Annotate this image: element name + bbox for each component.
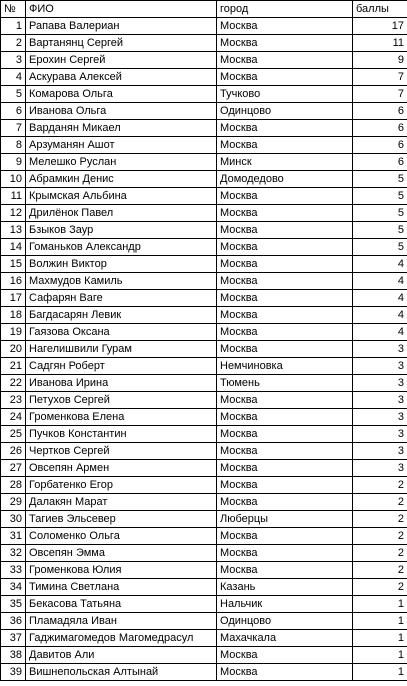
row-score-cell[interactable]: 2 <box>353 511 407 528</box>
row-score-cell[interactable]: 3 <box>353 443 407 460</box>
row-name-cell[interactable]: Овсепян Эмма <box>26 545 217 562</box>
row-num-cell[interactable]: 7 <box>1 120 26 137</box>
row-city-cell[interactable]: Москва <box>217 494 353 511</box>
row-score-cell[interactable]: 4 <box>353 307 407 324</box>
table-row <box>1 528 407 545</box>
row-name-cell[interactable]: Соломенко Ольга <box>26 528 217 545</box>
row-city-cell[interactable]: Москва <box>217 324 353 341</box>
table-row <box>1 613 407 630</box>
row-city-cell[interactable]: Москва <box>217 647 353 664</box>
row-score-cell[interactable]: 6 <box>353 154 407 171</box>
row-score-cell[interactable]: 2 <box>353 579 407 596</box>
row-num-cell[interactable]: 24 <box>1 409 26 426</box>
row-score-cell[interactable]: 4 <box>353 273 407 290</box>
row-city-cell[interactable]: Люберцы <box>217 511 353 528</box>
row-num-cell[interactable]: 32 <box>1 545 26 562</box>
row-name-cell[interactable]: Аскурава Алексей <box>26 69 217 86</box>
table-row <box>1 35 407 52</box>
row-city-cell[interactable]: Москва <box>217 443 353 460</box>
table-row <box>1 392 407 409</box>
table-row <box>1 579 407 596</box>
row-score-cell[interactable]: 6 <box>353 103 407 120</box>
table-row <box>1 443 407 460</box>
row-num-cell[interactable]: 34 <box>1 579 26 596</box>
table-row <box>1 273 407 290</box>
row-score-cell[interactable]: 3 <box>353 460 407 477</box>
row-score-cell[interactable]: 17 <box>353 18 407 35</box>
table-row <box>1 69 407 86</box>
row-name-cell[interactable]: Ерохин Сергей <box>26 52 217 69</box>
row-city-cell[interactable]: Москва <box>217 188 353 205</box>
row-name-cell[interactable]: Махмудов Камиль <box>26 273 217 290</box>
row-city-cell[interactable]: Москва <box>217 341 353 358</box>
row-name-cell[interactable]: Овсепян Армен <box>26 460 217 477</box>
header-score-cell[interactable]: баллы <box>353 1 407 18</box>
table-row <box>1 630 407 647</box>
row-name-cell[interactable]: Гаязова Оксана <box>26 324 217 341</box>
table-row <box>1 171 407 188</box>
row-city-cell[interactable]: Одинцово <box>217 613 353 630</box>
row-num-cell[interactable]: 38 <box>1 647 26 664</box>
table-row <box>1 375 407 392</box>
row-score-cell[interactable]: 2 <box>353 562 407 579</box>
row-score-cell[interactable]: 1 <box>353 613 407 630</box>
row-name-cell[interactable]: Громенкова Юлия <box>26 562 217 579</box>
table-row <box>1 307 407 324</box>
row-score-cell[interactable]: 2 <box>353 545 407 562</box>
row-score-cell[interactable]: 6 <box>353 137 407 154</box>
row-name-cell[interactable]: Петухов Сергей <box>26 392 217 409</box>
row-name-cell[interactable]: Тагиев Эльсевер <box>26 511 217 528</box>
row-num-cell[interactable]: 39 <box>1 664 26 681</box>
table-row <box>1 545 407 562</box>
row-city-cell[interactable]: Москва <box>217 477 353 494</box>
row-score-cell[interactable]: 4 <box>353 290 407 307</box>
row-num-cell[interactable]: 13 <box>1 222 26 239</box>
row-num-cell[interactable]: 3 <box>1 52 26 69</box>
row-name-cell[interactable]: Рапава Валериан <box>26 18 217 35</box>
row-score-cell[interactable]: 3 <box>353 426 407 443</box>
row-num-cell[interactable]: 20 <box>1 341 26 358</box>
row-name-cell[interactable]: Вишнепольская Алтынай <box>26 664 217 681</box>
row-city-cell[interactable]: Москва <box>217 307 353 324</box>
row-city-cell[interactable]: Москва <box>217 205 353 222</box>
row-city-cell[interactable]: Москва <box>217 52 353 69</box>
table-row <box>1 222 407 239</box>
row-city-cell[interactable]: Москва <box>217 460 353 477</box>
row-num-cell[interactable]: 25 <box>1 426 26 443</box>
row-city-cell[interactable]: Москва <box>217 120 353 137</box>
row-name-cell[interactable]: Пучков Константин <box>26 426 217 443</box>
row-city-cell[interactable]: Москва <box>217 392 353 409</box>
row-score-cell[interactable]: 7 <box>353 86 407 103</box>
row-city-cell[interactable]: Махачкала <box>217 630 353 647</box>
row-num-cell[interactable]: 9 <box>1 154 26 171</box>
row-city-cell[interactable]: Одинцово <box>217 103 353 120</box>
row-name-cell[interactable]: Комарова Ольга <box>26 86 217 103</box>
row-name-cell[interactable]: Давитов Али <box>26 647 217 664</box>
row-score-cell[interactable]: 1 <box>353 647 407 664</box>
row-city-cell[interactable]: Минск <box>217 154 353 171</box>
row-score-cell[interactable]: 2 <box>353 477 407 494</box>
row-score-cell[interactable]: 1 <box>353 630 407 647</box>
row-num-cell[interactable]: 33 <box>1 562 26 579</box>
row-city-cell[interactable]: Москва <box>217 290 353 307</box>
row-city-cell[interactable]: Москва <box>217 562 353 579</box>
row-city-cell[interactable]: Москва <box>217 239 353 256</box>
row-name-cell[interactable]: Гоманьков Александр <box>26 239 217 256</box>
row-num-cell[interactable]: 5 <box>1 86 26 103</box>
row-num-cell[interactable]: 31 <box>1 528 26 545</box>
row-name-cell[interactable]: Далакян Марат <box>26 494 217 511</box>
row-name-cell[interactable]: Вартанянц Сергей <box>26 35 217 52</box>
row-name-cell[interactable]: Бекасова Татьяна <box>26 596 217 613</box>
row-name-cell[interactable]: Пламадяла Иван <box>26 613 217 630</box>
row-score-cell[interactable]: 9 <box>353 52 407 69</box>
row-num-cell[interactable]: 6 <box>1 103 26 120</box>
table-row <box>1 511 407 528</box>
row-score-cell[interactable]: 3 <box>353 392 407 409</box>
row-score-cell[interactable]: 5 <box>353 171 407 188</box>
row-city-cell[interactable]: Тучково <box>217 86 353 103</box>
row-name-cell[interactable]: Тимина Светлана <box>26 579 217 596</box>
row-name-cell[interactable]: Чертков Сергей <box>26 443 217 460</box>
row-name-cell[interactable]: Бзыков Заур <box>26 222 217 239</box>
row-city-cell[interactable]: Немчиновка <box>217 358 353 375</box>
row-city-cell[interactable]: Москва <box>217 18 353 35</box>
row-name-cell[interactable]: Мелешко Руслан <box>26 154 217 171</box>
row-city-cell[interactable]: Тюмень <box>217 375 353 392</box>
row-name-cell[interactable]: Сафарян Ваге <box>26 290 217 307</box>
row-city-cell[interactable]: Нальчик <box>217 596 353 613</box>
row-num-cell[interactable]: 30 <box>1 511 26 528</box>
row-num-cell[interactable]: 21 <box>1 358 26 375</box>
row-name-cell[interactable]: Варданян Микаел <box>26 120 217 137</box>
table-row <box>1 52 407 69</box>
row-name-cell[interactable]: Дрилёнок Павел <box>26 205 217 222</box>
row-name-cell[interactable]: Иванова Ольга <box>26 103 217 120</box>
table-row <box>1 647 407 664</box>
row-city-cell[interactable]: Казань <box>217 579 353 596</box>
table-row <box>1 256 407 273</box>
row-num-cell[interactable]: 27 <box>1 460 26 477</box>
row-name-cell[interactable]: Абрамкин Денис <box>26 171 217 188</box>
row-score-cell[interactable]: 11 <box>353 35 407 52</box>
row-city-cell[interactable]: Москва <box>217 35 353 52</box>
row-num-cell[interactable]: 36 <box>1 613 26 630</box>
row-num-cell[interactable]: 8 <box>1 137 26 154</box>
table-row <box>1 324 407 341</box>
row-score-cell[interactable]: 6 <box>353 120 407 137</box>
row-num-cell[interactable]: 28 <box>1 477 26 494</box>
row-num-cell[interactable]: 17 <box>1 290 26 307</box>
row-num-cell[interactable]: 18 <box>1 307 26 324</box>
header-name-cell[interactable]: ФИО <box>26 1 217 18</box>
row-score-cell[interactable]: 4 <box>353 256 407 273</box>
row-score-cell[interactable]: 2 <box>353 494 407 511</box>
row-name-cell[interactable]: Иванова Ирина <box>26 375 217 392</box>
header-num-cell[interactable]: № <box>1 1 26 18</box>
table-row <box>1 154 407 171</box>
row-num-cell[interactable]: 10 <box>1 171 26 188</box>
row-score-cell[interactable]: 7 <box>353 69 407 86</box>
table-row <box>1 86 407 103</box>
header-city-cell[interactable]: город <box>217 1 353 18</box>
row-city-cell[interactable]: Москва <box>217 256 353 273</box>
table-row <box>1 120 407 137</box>
row-num-cell[interactable]: 12 <box>1 205 26 222</box>
row-num-cell[interactable]: 4 <box>1 69 26 86</box>
row-num-cell[interactable]: 1 <box>1 18 26 35</box>
row-num-cell[interactable]: 15 <box>1 256 26 273</box>
row-score-cell[interactable]: 5 <box>353 188 407 205</box>
row-name-cell[interactable]: Садгян Роберт <box>26 358 217 375</box>
row-score-cell[interactable]: 5 <box>353 205 407 222</box>
row-score-cell[interactable]: 3 <box>353 375 407 392</box>
row-num-cell[interactable]: 14 <box>1 239 26 256</box>
row-name-cell[interactable]: Крымская Альбина <box>26 188 217 205</box>
row-num-cell[interactable]: 29 <box>1 494 26 511</box>
row-name-cell[interactable]: Арзуманян Ашот <box>26 137 217 154</box>
table-row <box>1 460 407 477</box>
table-row <box>1 562 407 579</box>
row-name-cell[interactable]: Горбатенко Егор <box>26 477 217 494</box>
header-row <box>1 1 407 18</box>
row-city-cell[interactable]: Москва <box>217 69 353 86</box>
row-city-cell[interactable]: Москва <box>217 664 353 681</box>
table-row <box>1 358 407 375</box>
table-row <box>1 596 407 613</box>
row-score-cell[interactable]: 3 <box>353 358 407 375</box>
row-num-cell[interactable]: 23 <box>1 392 26 409</box>
row-num-cell[interactable]: 19 <box>1 324 26 341</box>
row-name-cell[interactable]: Громенкова Елена <box>26 409 217 426</box>
row-score-cell[interactable]: 5 <box>353 239 407 256</box>
row-city-cell[interactable]: Москва <box>217 273 353 290</box>
table-row <box>1 409 407 426</box>
row-name-cell[interactable]: Волжин Виктор <box>26 256 217 273</box>
table-row <box>1 188 407 205</box>
row-city-cell[interactable]: Москва <box>217 137 353 154</box>
row-city-cell[interactable]: Домодедово <box>217 171 353 188</box>
row-score-cell[interactable]: 3 <box>353 409 407 426</box>
table-row <box>1 290 407 307</box>
table-row <box>1 494 407 511</box>
row-city-cell[interactable]: Москва <box>217 426 353 443</box>
row-city-cell[interactable]: Москва <box>217 409 353 426</box>
table-row <box>1 664 407 681</box>
row-score-cell[interactable]: 4 <box>353 324 407 341</box>
table-row <box>1 426 407 443</box>
row-score-cell[interactable]: 5 <box>353 222 407 239</box>
table-row <box>1 18 407 35</box>
row-city-cell[interactable]: Москва <box>217 528 353 545</box>
table-row <box>1 341 407 358</box>
table-row <box>1 239 407 256</box>
table-row <box>1 103 407 120</box>
row-num-cell[interactable]: 37 <box>1 630 26 647</box>
row-city-cell[interactable]: Москва <box>217 545 353 562</box>
row-num-cell[interactable]: 2 <box>1 35 26 52</box>
row-score-cell[interactable]: 1 <box>353 664 407 681</box>
row-num-cell[interactable]: 26 <box>1 443 26 460</box>
table-row <box>1 205 407 222</box>
row-city-cell[interactable]: Москва <box>217 222 353 239</box>
row-score-cell[interactable]: 1 <box>353 596 407 613</box>
row-name-cell[interactable]: Нагелишвили Гурам <box>26 341 217 358</box>
table-row <box>1 137 407 154</box>
row-score-cell[interactable]: 2 <box>353 528 407 545</box>
row-name-cell[interactable]: Гаджимагомедов Магомедрасул <box>26 630 217 647</box>
row-num-cell[interactable]: 35 <box>1 596 26 613</box>
row-score-cell[interactable]: 3 <box>353 341 407 358</box>
table-body <box>1 1 407 681</box>
row-num-cell[interactable]: 16 <box>1 273 26 290</box>
row-name-cell[interactable]: Багдасарян Левик <box>26 307 217 324</box>
row-num-cell[interactable]: 11 <box>1 188 26 205</box>
row-num-cell[interactable]: 22 <box>1 375 26 392</box>
table-row <box>1 477 407 494</box>
